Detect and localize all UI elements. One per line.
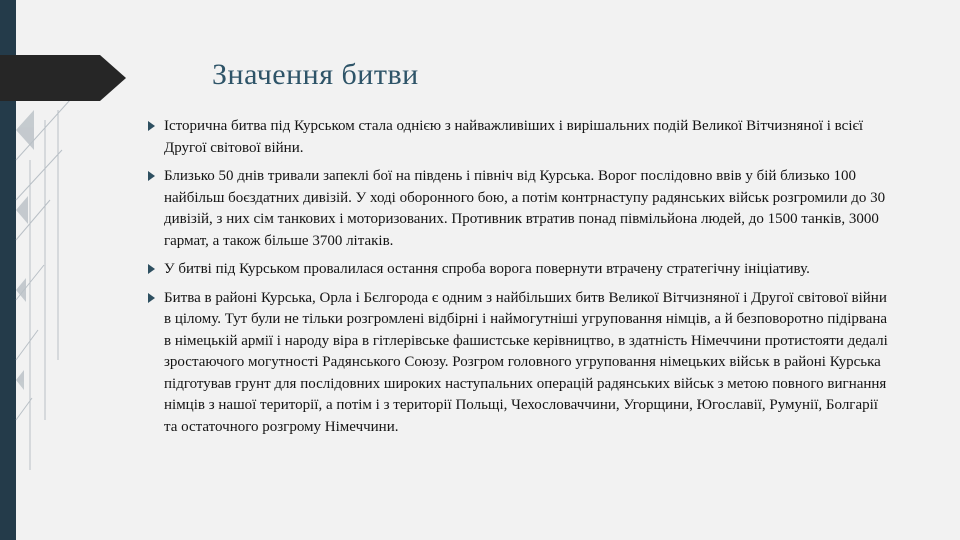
slide-content xyxy=(148,116,888,445)
paragraph-2 xyxy=(148,166,888,252)
title-accent-arrow xyxy=(0,55,126,101)
bullet-arrow-icon xyxy=(148,293,155,303)
paragraph-text: У битві під Курськом провалилася остання спроба ворога повернути втрачену стратегічну ініціативу. xyxy=(164,261,810,277)
paragraph-4 xyxy=(148,288,888,439)
paragraph-text: Битва в районі Курська, Орла і Бєлгорода є одним з найбільших битв Великої Вітчизняної і Другої світової війни в цілому. Тут були не тільки розгромлені відбірні і наймогутніші угруповання німців, а й безповоротно підірвана в німецькій армії і народу віра в гітлерівське фашистське керівництво, в здатність Німеччини протистояти дедалі зростаючого могутності Радянського Союзу. Розгром головного угруповання німецьких військ в районі Курська підготував грунт для послідовних широких наступальних операцій радянських військ з метою повного вигнання німців з нашої території, а потім і з території Польщі, Чехословаччини, Угорщини, Югославії, Румунії, Болгарії та остаточного розгрому Німеччини. xyxy=(164,289,888,435)
paragraph-1 xyxy=(148,116,888,159)
paragraph-text: Історична битва під Курськом стала однією з найважливіших і вирішальних подій Великої Вітчизняної і всієї Другої світової війни. xyxy=(164,118,864,156)
bullet-arrow-icon xyxy=(148,121,155,131)
paragraph-3 xyxy=(148,259,888,281)
slide-title: Значення битви xyxy=(212,58,419,91)
paragraph-text: Близько 50 днів тривали запеклі бої на південь і північ від Курська. Ворог послідовно ввів у бій близько 100 найбільш боєздатних дивізій. У ході оборонного бою, а потім контрнаступу радянських військ розгромили до 30 дивізій, з них сім танкових і моторизованих. Противник втратив понад півмільйона людей, до 1500 танків, 3000 гармат, а також більше 3700 літаків. xyxy=(164,168,886,249)
bullet-arrow-icon xyxy=(148,264,155,274)
bullet-arrow-icon xyxy=(148,171,155,181)
